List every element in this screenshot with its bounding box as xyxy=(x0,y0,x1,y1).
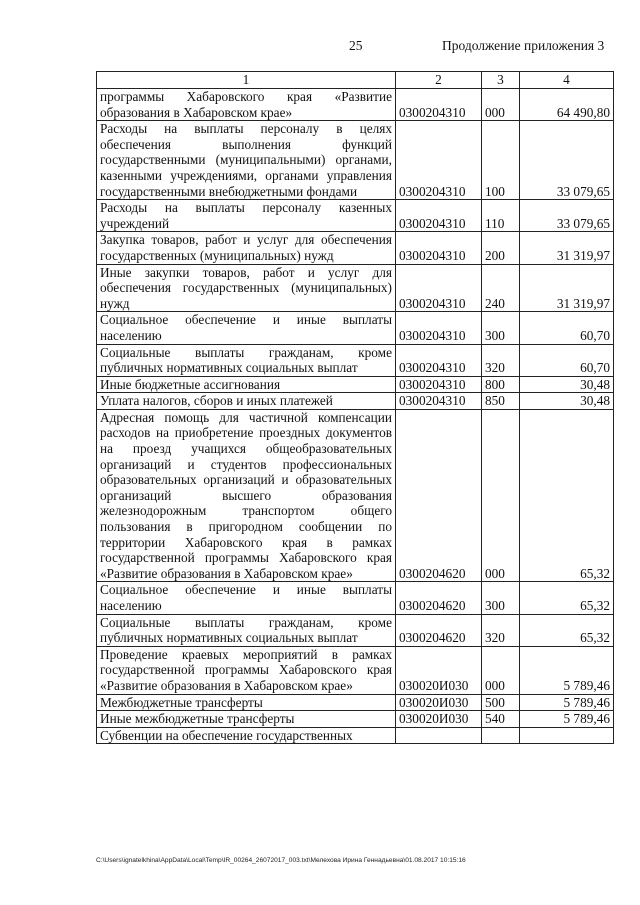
row-target-code: 0300204310 xyxy=(396,121,482,200)
table-row xyxy=(97,264,614,312)
row-expense-type: 110 xyxy=(482,200,520,232)
row-description: Уплата налогов, сборов и иных платежей xyxy=(97,393,396,410)
row-target-code: 030020И030 xyxy=(396,694,482,711)
appendix-continuation-note: Продолжение приложения 3 xyxy=(442,38,605,53)
column-header: 2 xyxy=(396,72,482,89)
row-description: Социальные выплаты гражданам, кроме публичных нормативных социальных выплат xyxy=(97,344,396,376)
row-expense-type: 540 xyxy=(482,711,520,728)
table-row xyxy=(97,582,614,614)
row-description: Расходы на выплаты персоналу в целях обеспечения выполнения функций государственными (муниципальными) органами, казенными учреждениями, органами управления государственными внебюджетными фондами xyxy=(97,121,396,200)
table-header-row xyxy=(97,72,614,89)
row-target-code: 0300204310 xyxy=(396,264,482,312)
row-expense-type: 240 xyxy=(482,264,520,312)
row-expense-type: 850 xyxy=(482,393,520,410)
row-amount: 33 079,65 xyxy=(520,200,614,232)
column-header: 4 xyxy=(520,72,614,89)
row-target-code: 0300204310 xyxy=(396,200,482,232)
row-target-code: 030020И030 xyxy=(396,646,482,694)
row-description: Иные закупки товаров, работ и услуг для обеспечения государственных (муниципальных) нужд xyxy=(97,264,396,312)
table-row xyxy=(97,694,614,711)
row-amount: 5 789,46 xyxy=(520,694,614,711)
table-row xyxy=(97,312,614,344)
row-amount: 31 319,97 xyxy=(520,264,614,312)
row-amount: 60,70 xyxy=(520,344,614,376)
row-target-code: 0300204620 xyxy=(396,582,482,614)
table-row xyxy=(97,121,614,200)
table-row xyxy=(97,376,614,393)
row-target-code: 030020И030 xyxy=(396,711,482,728)
row-description: Закупка товаров, работ и услуг для обеспечения государственных (муниципальных) нужд xyxy=(97,232,396,264)
row-amount: 60,70 xyxy=(520,312,614,344)
row-description: Социальное обеспечение и иные выплаты населению xyxy=(97,312,396,344)
table-row xyxy=(97,232,614,264)
row-target-code: 0300204310 xyxy=(396,232,482,264)
row-target-code: 0300204310 xyxy=(396,344,482,376)
row-description: программы Хабаровского края «Развитие образования в Хабаровском крае» xyxy=(97,89,396,121)
row-description: Социальные выплаты гражданам, кроме публичных нормативных социальных выплат xyxy=(97,614,396,646)
row-expense-type: 300 xyxy=(482,582,520,614)
row-amount: 65,32 xyxy=(520,614,614,646)
row-amount: 33 079,65 xyxy=(520,121,614,200)
row-expense-type: 000 xyxy=(482,409,520,582)
row-target-code: 0300204310 xyxy=(396,312,482,344)
row-target-code: 0300204620 xyxy=(396,409,482,582)
row-expense-type: 100 xyxy=(482,121,520,200)
row-amount: 65,32 xyxy=(520,582,614,614)
row-expense-type: 000 xyxy=(482,646,520,694)
row-expense-type xyxy=(482,727,520,744)
row-description: Субвенции на обеспечение государственных xyxy=(97,727,396,744)
row-description: Межбюджетные трансферты xyxy=(97,694,396,711)
row-target-code: 0300204310 xyxy=(396,89,482,121)
column-header: 1 xyxy=(97,72,396,89)
row-expense-type: 320 xyxy=(482,344,520,376)
table-row xyxy=(97,614,614,646)
row-amount: 31 319,97 xyxy=(520,232,614,264)
table-row xyxy=(97,393,614,410)
row-amount: 65,32 xyxy=(520,409,614,582)
row-expense-type: 000 xyxy=(482,89,520,121)
row-description: Расходы на выплаты персоналу казенных учреждений xyxy=(97,200,396,232)
row-expense-type: 500 xyxy=(482,694,520,711)
table-row xyxy=(97,344,614,376)
footer-file-path: C:\Users\ignatelkhina\AppData\Local\Temp\IR_00264_26072017_003.txt\Мелехова Ирина Геннадьевна\01.08.2017 10:15:16 xyxy=(96,857,466,864)
row-amount: 5 789,46 xyxy=(520,646,614,694)
table-row xyxy=(97,727,614,744)
row-expense-type: 800 xyxy=(482,376,520,393)
row-target-code: 0300204310 xyxy=(396,393,482,410)
table-row xyxy=(97,89,614,121)
row-description: Иные бюджетные ассигнования xyxy=(97,376,396,393)
table-body xyxy=(97,89,614,744)
column-header: 3 xyxy=(482,72,520,89)
row-amount: 5 789,46 xyxy=(520,711,614,728)
row-expense-type: 320 xyxy=(482,614,520,646)
row-amount: 64 490,80 xyxy=(520,89,614,121)
row-description: Адресная помощь для частичной компенсации расходов на приобретение проездных документов на проезд учащихся общеобразовательных организаций и студентов профессиональных образовательных организаций и образовательных организаций высшего образования железнодорожным транспортом общего пользования в пригородном сообщении по территории Хабаровского края в рамках государственной программы Хабаровского края «Развитие образования в Хабаровском крае» xyxy=(97,409,396,582)
row-expense-type: 200 xyxy=(482,232,520,264)
row-amount: 30,48 xyxy=(520,393,614,410)
row-description: Социальное обеспечение и иные выплаты населению xyxy=(97,582,396,614)
row-target-code: 0300204620 xyxy=(396,614,482,646)
table-row xyxy=(97,646,614,694)
row-expense-type: 300 xyxy=(482,312,520,344)
table-row xyxy=(97,711,614,728)
budget-table xyxy=(96,71,614,744)
row-amount xyxy=(520,727,614,744)
table-row xyxy=(97,200,614,232)
row-target-code: 0300204310 xyxy=(396,376,482,393)
row-target-code xyxy=(396,727,482,744)
page-number: 25 xyxy=(349,38,363,53)
row-amount: 30,48 xyxy=(520,376,614,393)
table-row xyxy=(97,409,614,582)
row-description: Проведение краевых мероприятий в рамках государственной программы Хабаровского края «Развитие образования в Хабаровском крае» xyxy=(97,646,396,694)
row-description: Иные межбюджетные трансферты xyxy=(97,711,396,728)
